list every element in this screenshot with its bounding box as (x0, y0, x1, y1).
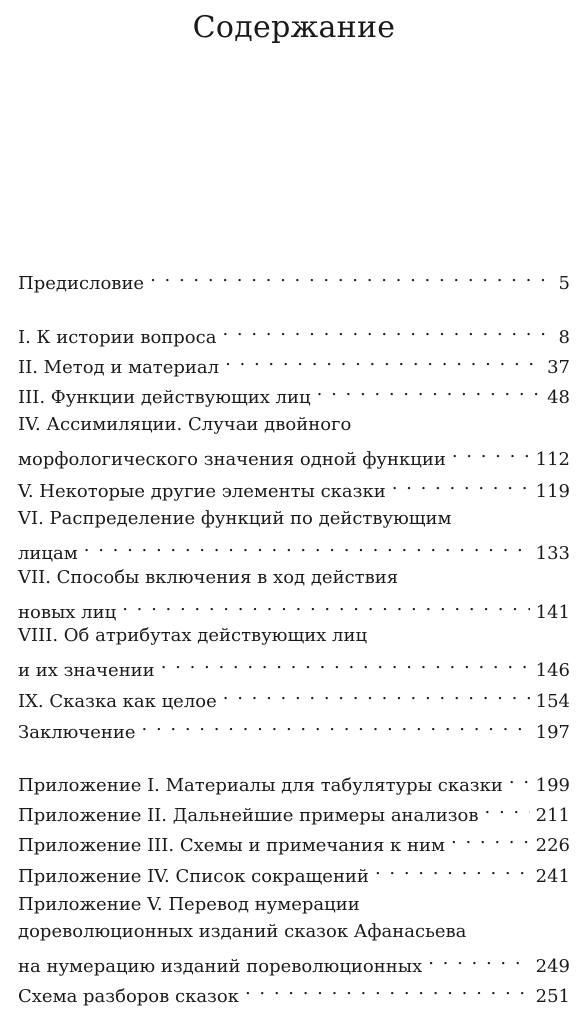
toc-entry-title: и их значении (18, 660, 155, 681)
toc-page-number: 197 (535, 722, 570, 743)
toc-page-number: 141 (535, 602, 570, 623)
dot-leader (428, 945, 529, 972)
toc-entry-title: IX. Сказка как целое (18, 691, 217, 712)
toc-page-number: 133 (535, 543, 570, 564)
toc-entry-title: Приложение III. Схемы и примечания к ним (18, 835, 446, 856)
dot-leader (222, 316, 552, 343)
toc-page-number: 241 (535, 866, 570, 887)
toc-page-number: 226 (535, 835, 570, 856)
toc-entry-title: Приложение II. Дальнейшие примеры анализов (18, 805, 479, 826)
toc-page-number: 119 (535, 481, 570, 502)
toc-entry-title: II. Метод и материал (18, 357, 220, 378)
dot-leader (122, 591, 529, 618)
toc-page-number: 48 (547, 387, 570, 408)
dot-leader (375, 855, 530, 882)
dot-leader (84, 532, 530, 559)
toc-entry-title: III. Функции действующих лиц (18, 387, 311, 408)
toc-page-number: 251 (535, 986, 570, 1007)
toc-entry-title-line: VI. Распределение функций по действующим (18, 508, 452, 529)
dot-leader (150, 262, 552, 289)
toc-entry[interactable] (18, 891, 570, 980)
toc-entry[interactable] (18, 975, 570, 1010)
toc-page-number: 146 (535, 660, 570, 681)
toc-page-number: 37 (547, 357, 570, 378)
dot-leader (245, 975, 530, 1002)
dot-leader (509, 764, 530, 791)
toc-entry[interactable] (18, 505, 570, 567)
toc-entry-title: Схема разборов сказок (18, 986, 239, 1007)
dot-leader (452, 438, 530, 465)
dot-leader (392, 470, 530, 497)
toc-entry[interactable] (18, 376, 570, 411)
toc-entry-title: I. К истории вопроса (18, 327, 217, 348)
dot-leader (225, 346, 541, 373)
dot-leader (142, 711, 530, 738)
toc-entry-title-line: VIII. Об атрибутах действующих лиц (18, 625, 368, 646)
dot-leader (223, 680, 530, 707)
toc-entry-title-line: IV. Ассимиляции. Случаи двойного (18, 414, 352, 435)
toc-entry[interactable] (18, 411, 570, 473)
toc-page-number: 211 (535, 805, 570, 826)
toc-entry-title: Приложение IV. Список сокращений (18, 866, 369, 887)
dot-leader (485, 794, 530, 821)
toc-entry[interactable] (18, 564, 570, 626)
toc-entry[interactable] (18, 622, 570, 684)
toc-page-number: 112 (535, 449, 570, 470)
toc-page-number: 8 (558, 327, 570, 348)
toc-page-number: 199 (535, 775, 570, 796)
toc-page-number: 249 (535, 956, 570, 977)
toc-entry-title-line: Приложение V. Перевод нумерации (18, 894, 360, 915)
toc-page-number: 5 (558, 273, 570, 294)
toc-entry[interactable] (18, 855, 570, 890)
toc-entry-title: V. Некоторые другие элементы сказки (18, 481, 386, 502)
toc-page-number: 154 (535, 691, 570, 712)
toc-entry-title: морфологического значения одной функции (18, 449, 446, 470)
toc-entry[interactable] (18, 262, 570, 297)
toc-entry-title-line: VII. Способы включения в ход действия (18, 567, 399, 588)
toc-entry-title-line: дореволюционных изданий сказок Афанасьева (18, 921, 467, 942)
toc-entry-title: Заключение (18, 722, 136, 743)
toc-entry-title: новых лиц (18, 602, 117, 623)
toc-entry-title: лицам (18, 543, 78, 564)
toc-entry-title: на нумерацию изданий пореволюционных (18, 956, 423, 977)
toc-entry-title: Предисловие (18, 273, 145, 294)
toc-entry[interactable] (18, 680, 570, 715)
toc-entry[interactable] (18, 824, 570, 859)
toc-entry[interactable] (18, 470, 570, 505)
toc-entry-title: Приложение I. Материалы для табулятуры сказки (18, 775, 503, 796)
toc-entry[interactable] (18, 711, 570, 746)
dot-leader (161, 649, 530, 676)
page-title: Содержание (192, 10, 396, 45)
dot-leader (317, 376, 541, 403)
dot-leader (451, 824, 530, 851)
